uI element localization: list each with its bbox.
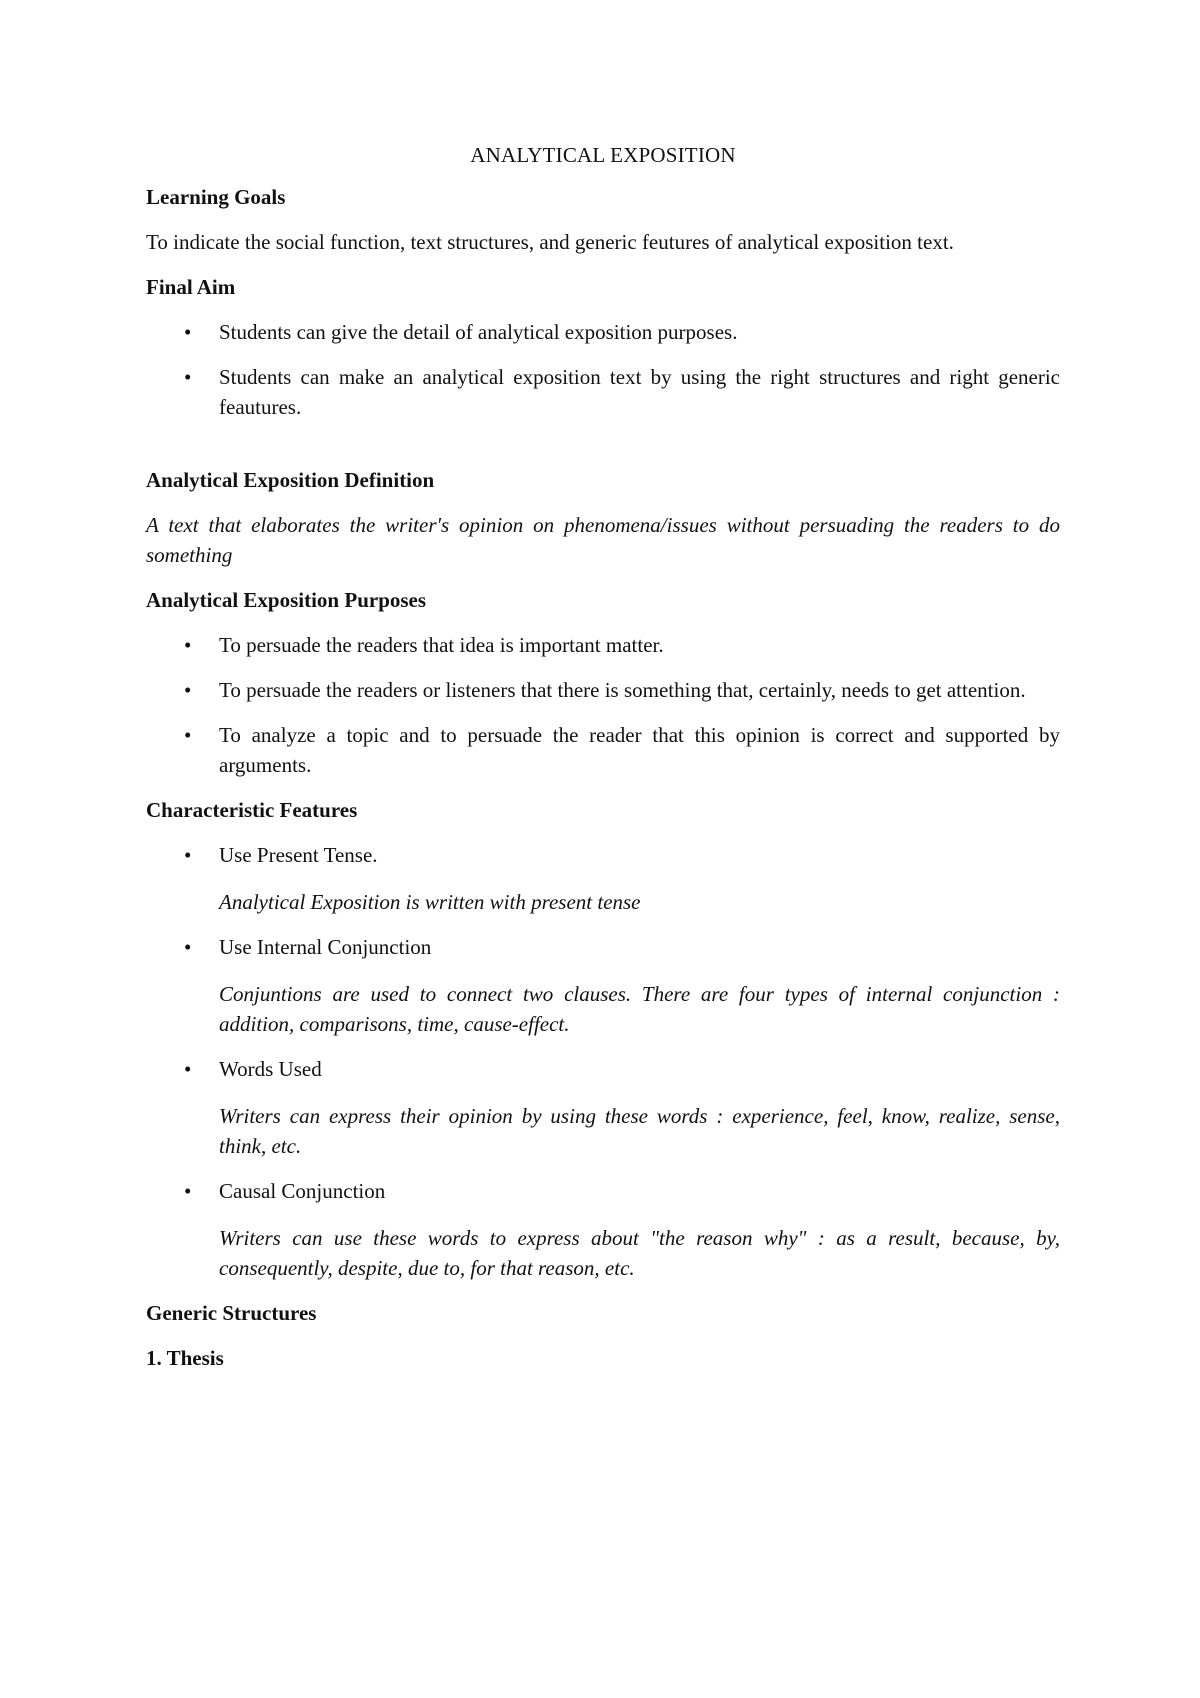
feature-detail: Writers can express their opinion by using these words : experience, feel, know, realize, sense, think, etc.	[219, 1104, 1060, 1158]
bullet-icon: •	[184, 935, 192, 959]
feature-detail: Conjuntions are used to connect two clauses. There are four types of internal conjunction : addition, comparisons, time, cause-effect.	[219, 982, 1060, 1036]
list-item	[146, 317, 1060, 347]
list-item	[146, 675, 1060, 705]
feature-detail: Writers can use these words to express about "the reason why" : as a result, because, by, consequently, despite, due to, for that reason, etc.	[219, 1226, 1060, 1280]
list-item-text: Students can give the detail of analytical exposition purposes.	[219, 320, 738, 344]
list-item	[146, 1176, 1060, 1283]
learning-goals-heading: Learning Goals	[146, 185, 286, 209]
list-item-text: To persuade the readers that idea is important matter.	[219, 633, 664, 657]
thesis-heading: 1. Thesis	[146, 1346, 224, 1370]
final-aim-heading: Final Aim	[146, 275, 236, 299]
list-item	[146, 840, 1060, 917]
list-item-text: To persuade the readers or listeners that there is something that, certainly, needs to get attention.	[219, 678, 1026, 702]
list-item	[146, 720, 1060, 780]
feature-label: Words Used	[219, 1057, 322, 1081]
section-spacer	[146, 437, 1060, 465]
definition-heading: Analytical Exposition Definition	[146, 468, 435, 492]
bullet-icon: •	[184, 1057, 192, 1081]
purposes-heading: Analytical Exposition Purposes	[146, 588, 427, 612]
list-item	[146, 630, 1060, 660]
bullet-icon: •	[184, 1179, 192, 1203]
list-item-text: To analyze a topic and to persuade the reader that this opinion is correct and supported by arguments.	[219, 723, 1060, 777]
list-item	[146, 1054, 1060, 1161]
list-item	[146, 932, 1060, 1039]
definition-text: A text that elaborates the writer's opinion on phenomena/issues without persuading the readers to do something	[146, 513, 1060, 567]
features-heading: Characteristic Features	[146, 798, 358, 822]
bullet-icon: •	[184, 365, 192, 389]
bullet-icon: •	[184, 633, 192, 657]
features-list	[146, 840, 1060, 1283]
bullet-icon: •	[184, 843, 192, 867]
structures-heading: Generic Structures	[146, 1301, 317, 1325]
bullet-icon: •	[184, 723, 192, 747]
list-item	[146, 362, 1060, 422]
document-page	[146, 140, 1060, 1388]
final-aim-list	[146, 317, 1060, 422]
purposes-list	[146, 630, 1060, 780]
learning-goals-text: To indicate the social function, text structures, and generic feutures of analytical exposition text.	[146, 230, 954, 254]
feature-label: Use Internal Conjunction	[219, 935, 432, 959]
document-title: ANALYTICAL EXPOSITION	[470, 143, 736, 167]
list-item-text: Students can make an analytical exposition text by using the right structures and right generic feautures.	[219, 365, 1060, 419]
feature-label: Causal Conjunction	[219, 1179, 386, 1203]
bullet-icon: •	[184, 678, 192, 702]
feature-detail: Analytical Exposition is written with present tense	[219, 890, 641, 914]
bullet-icon: •	[184, 320, 192, 344]
feature-label: Use Present Tense.	[219, 843, 378, 867]
